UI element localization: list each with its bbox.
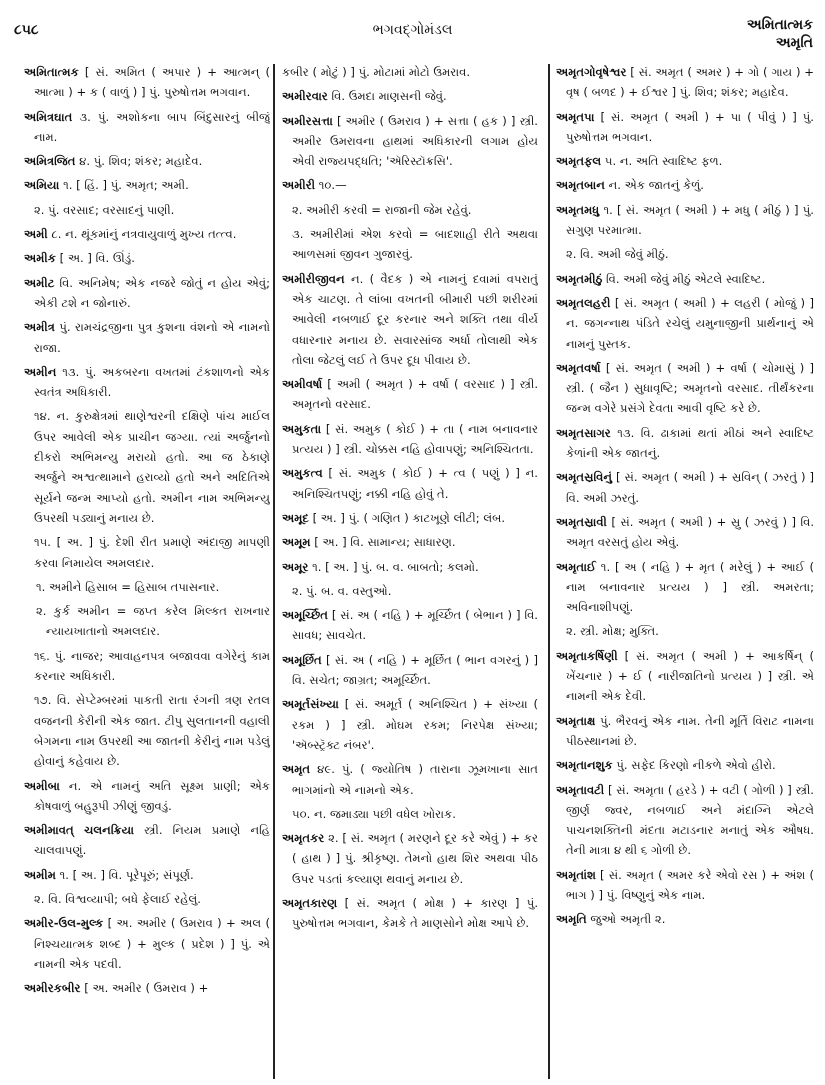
sub-definition: ૨. વિ. અમી જેવું મીઠું. [566,247,669,262]
dictionary-entry [24,248,270,268]
book-title: ભગવદ્ગોમંડલ [372,22,453,38]
entry-headword: અમીર-ઉલ-મુલ્ક [24,916,104,931]
entry-headword: અમિતાત્મક [24,65,79,79]
entry-definition: સ્ત્રી. નિયમ પ્રમાણે નહિ ચાલવાપણું. [34,823,270,858]
entry-headword: અમૃતમીઠું [556,271,603,286]
entry-definition: [ અમી ( અમૃત ) + વર્ષા ( વરસાદ ) ] સ્ત્રી. અમૃતનો વરસાદ. [292,377,538,412]
entry-definition: [ સં. અમુક ( કોઈ ) + ત્વ ( પણું ) ] ન. અનિશ્ચિતપણું; નક્કી નહિ હોવું તે. [292,466,538,501]
dictionary-entry [556,780,814,861]
entry-continuation: કબીર ( મોટું ) ] પું. મોટામાં મોટો ઉમરાવ. [282,65,471,79]
entry-definition: વિ. ઉમદા માણસની જેવું. [331,89,447,104]
entry-definition: વિ. અનિમેષ; એક નજરે જોતું ન હોય એવું; એકી ટશે ન જોનારું. [34,275,270,310]
entry-headword: અમૃત [282,762,311,777]
entry-headword: અમૃતાવટી [556,782,605,797]
dictionary-entry [282,557,538,577]
dictionary-entry [282,650,538,691]
entry-definition: [ સં. અમૃત ( અમી ) + સ્રવિન્ ( ઝરતું ) ] વિ. અમી ઝરતું. [566,470,814,505]
guide-words [747,16,813,52]
entry-definition: ૮. ન. થૂંકમાંનું નત્રવાયુવાળું મુખ્ય તત્ત્વ. [51,227,237,242]
entry-definition: ૪૯. પું. ( જ્યોતિષ ) તારાના ઝૂમખાના સાત ભાગમાંનો એ નામનો એક. [292,762,538,797]
column-divider [548,64,550,1079]
entry-headword: અમિયા [24,178,60,193]
entry-definition: [ સં. અમૃત ( અમી ) + પા ( પીવું ) ] પું. પુરુષોત્તમ ભગવાન. [566,109,814,144]
entry-headword: અમીરી [282,178,316,193]
entry-headword: અમૂમ [282,535,311,550]
entry-headword: અમીબા [24,778,60,793]
entry-headword: અમીટ [24,275,55,290]
sub-definition: ૩. અમીરીમાં એશ કરવો = બાદશાહી રીતે અથવા આળસમાં જીવન ગુજારવું. [292,227,538,262]
dictionary-entry [282,694,538,755]
entry-definition: [ અ. અમીર ( ઉમરાવ ) + [84,981,209,996]
entry-definition: ન. એક જાતનું કેળું. [608,178,704,193]
dictionary-entry [556,151,814,171]
entry-definition: [ સં. અમૃત ( અમી ) + વર્ષા ( ચોમાસું ) ] સ્ત્રી. ( જૈન ) સુધાવૃષ્ટિ; અમૃતનો વરસાદ. તીર્થંકરના જન્મ વગેરે પ્રસંગે દેવતા આવી વૃષ્ટિ કરે છે. [566,360,814,416]
entry-headword: અમૃતવર્ષા [556,360,601,375]
entry-headword: અમૃતપા [556,109,595,124]
usage-example: ૨. કુર્ક અમીન = જપ્ત કરેલ મિલ્કત રાખનાર ન્યાયખાતાનો અમલદાર. [36,604,270,639]
dictionary-entry [556,557,814,618]
sub-definition: ૨. વિ. વિશ્વવ્યાપી; બધે ફેલાઈ રહેલું. [34,891,201,906]
entry-headword: અમૃતાક્ષ [556,713,596,728]
dictionary-entry [556,909,814,929]
entry-headword: અમૂર્ચ્છિત [282,608,328,623]
dictionary-entry [24,978,270,998]
entry-headword: અમિત્રજિત [24,154,76,169]
dictionary-entry [556,467,814,508]
dictionary-entry [24,175,270,195]
dictionary-entry [556,358,814,419]
entry-definition: [ સં. અમૃત ( અમી ) + લહરી ( મોજું ) ] ન. જગન્નાથ પંડિતે રચેલું યમુનાજીની પ્રાર્થનાનું એ નામનું પુસ્તક. [566,295,814,351]
page-header [0,14,825,58]
entry-definition: [ સં. અમૃતા ( હરડે ) + વટી ( ગોળી ) ] સ્ત્રી. જીર્ણ જ્વર, નબળાઈ અને મંદાગ્નિ એટલે પાચનશક્તિની મંદતા મટાડનાર મનાતું એક ઔષધ. તેની માત્રા ૪ થી ૬ ગોળી છે. [566,782,814,858]
entry-definition: ૧૦.— [318,178,347,193]
entry-headword: અમૃતફલ [556,154,602,169]
dictionary-entry [556,755,814,775]
sub-definition: ૧૭. વિ. સેપ્ટેમ્બરમાં પાકતી રાતા રંગની ત્રણ રતલ વજનની કેરીની એક જાત. ટીપુ સુલતાનની વહાલી બેગમના નામ ઉપરથી આ જાતની કેરીનું નામ પડેલું હોવાનું કહેવાય છે. [34,693,270,769]
entry-headword: અમૃતસ્રાવી [556,514,607,529]
dictionary-entry [556,646,814,707]
entry-headword: અમૃતગોવૃષેશ્વર [556,65,627,79]
entry-headword: અમીમ [24,867,56,882]
dictionary-entry [24,62,270,103]
entry-definition: ૧. [ અ ( નહિ ) + મૃત ( મરેલું ) + આઈ ( નામ બનાવનાર પ્રત્યય ) ] સ્ત્રી. અમરતા; અવિનાશીપણું. [566,559,814,615]
sub-definition: ૧૫. [ અ. ] પું. દેશી રીત પ્રમાણે અંદાજી માપણી કરવા નિમાયેલ અમલદાર. [34,535,270,570]
entry-definition: ૧૩. પું. અકબરના વખતમાં ટંકશાળનો એક સ્વતંત્ર અધિકારી. [34,364,270,400]
dictionary-entry [24,820,270,861]
entry-headword: અમૂર્છિત [282,652,322,667]
entry-headword: અમીરવાર [282,89,328,104]
sub-definition: ૧૬. પું. નાજર; આવાહનપત્ર બજાવવા વગેરેનું કામ કરનાર અધિકારી. [34,648,270,684]
entry-definition: પું. ભૈરવનું એક નામ. તેની મૂર્તિ વિરાટ નામના પીઠસ્થાનમાં છે. [566,713,814,748]
entry-headword: અમીત્ર [24,320,55,335]
dictionary-entry [24,362,270,403]
entry-definition: ૧. [ અ. ] વિ. પૂરેપૂરું; સંપૂર્ણ. [59,867,194,882]
entry-headword: અમૂર્તસંખ્યા [282,697,339,712]
dictionary-entry [282,759,538,800]
sub-definition: ૨. સ્ત્રી. મોક્ષ; મુક્તિ. [566,624,659,639]
dictionary-entry [556,865,814,906]
entry-headword: અમીરીજીવન [282,271,345,286]
dictionary-entry [556,200,814,241]
entry-headword: અમૃતસાગર [556,425,611,440]
dictionary-column-1 [24,62,270,1079]
entry-headword: અમૂદ [282,510,309,525]
entry-headword: અમૃતાકર્ષિણી [556,648,618,663]
dictionary-entry [24,865,270,885]
dictionary-entry [556,269,814,289]
dictionary-entry [556,512,814,553]
entry-definition: [ સં. અમૂર્ત ( અનિશ્ચિત ) + સંખ્યા ( રકમ ) ] સ્ત્રી. મોઘમ રકમ; નિરપેક્ષ સંખ્યા; 'ઍબ્સ્ટ્રૅક્ટ નંબર'. [292,697,538,752]
dictionary-entry [282,893,538,934]
dictionary-entry [556,423,814,464]
dictionary-entry [24,107,270,148]
entry-headword: અમૃતકર [282,831,325,846]
dictionary-entry [282,86,538,106]
entry-definition: [ સં. અમૃત ( અમર ) + ગો ( ગાય ) + વૃષ ( બળદ ) + ઈશ્વર ] પું. શિવ; શંકર; મહાદેવ. [566,65,814,100]
dictionary-entry [556,293,814,354]
entry-definition: પું. રામચંદ્રજીના પુત્ર કુશના વંશનો એ નામનો રાજા. [34,320,270,355]
dictionary-column-2 [282,62,538,1079]
entry-headword: અમીવર્ષા [282,377,323,392]
entry-headword: અમુકતા [282,421,322,436]
entry-definition: ૫. ન. અતિ સ્વાદિષ્ટ ફળ. [604,154,723,169]
dictionary-entry [282,828,538,889]
entry-headword: અમૃતાનશુક [556,758,613,773]
entry-definition: વિ. અમી જેવું મીઠું એટલે સ્વાદિષ્ટ. [606,271,766,286]
dictionary-column-3 [556,62,814,1079]
entry-headword: અમી [24,227,48,242]
entry-headword: અમીમાવત્ ચલનક્રિયા [24,823,134,838]
entry-headword: અમીરકબીર [24,981,81,996]
entry-definition: [ સં. અ ( નહિ ) + મૂર્ચ્છિત ( બેભાન ) ] વિ. સાવધ; સાવચેત. [292,608,538,643]
dictionary-entry [556,107,814,148]
entry-definition: ન. એ નામનું અતિ સૂક્ષ્મ પ્રાણી; એક કોષવાળું બહુરૂપી ઝીણું જીવડું. [34,778,270,813]
entry-headword: અમૃતલહરી [556,295,611,310]
entry-headword: અમૃતાઈ [556,559,596,574]
entry-definition: [ અ. ] પું. ( ગણિત ) કાટખૂણે લીટી; લંબ. [312,510,506,525]
entry-headword: અમીક [24,251,56,266]
guide-word-last: અમૃતિ [775,35,813,51]
entry-definition: [ સં. અમૃત ( મોક્ષ ) + કારણ ] પું. પુરુષોત્તમ ભગવાન, કેમકે તે માણસોને મોક્ષ આપે છે. [292,895,538,931]
dictionary-entry [282,419,538,460]
entry-definition: જુઓ અમૃતી ૨. [590,912,666,927]
entry-headword: અમુકત્વ [282,466,323,481]
sub-definition: ૧૪. ન. કુરુક્ષેત્રમાં થાણેશ્વરની દક્ષિણે પાંચ માઈલ ઉપર આવેલી એક પ્રાચીન જગ્યા. ત્યાં અર્જુનનો દીકરો અભિમન્યુ મરાયો હતો. આ જ ઠેકાણે અર્જુને અશ્વત્થામાને હરાવ્યો હતો અને અદિતિએ સૂર્યને જન્મ આપ્યો હતો. અમીન નામ અભિમન્યુ ઉપરથી પડ્યાનું મનાય છે. [34,409,270,525]
entry-definition: ૨. [ સં. અમૃત ( મરણને દૂર કરે એવું ) + કર ( હાથ ) ] પું. શ્રીકૃષ્ણ. તેમનો હાથ શિર અથવા પીઠ ઉપર પડતાં કલ્યાણ થવાનું મનાય છે. [292,831,538,886]
entry-headword: અમૃતકારણ [282,895,338,910]
dictionary-entry [24,273,270,314]
dictionary-entry [282,605,538,646]
dictionary-entry [24,776,270,817]
entry-definition: [ સં. અ ( નહિ ) + મૂર્છિત ( ભાન વગરનું ) ] વિ. સચેત; જાગ્રત; અમૂર્ચ્છિત. [292,652,538,688]
dictionary-entry [24,317,270,358]
dictionary-entry [24,913,270,974]
dictionary-entry [282,374,538,415]
entry-definition: [ સં. અમિત ( અપાર ) + આત્મન્ ( આત્મા ) + ક ( વાળું ) ] પું. પુરુષોત્તમ ભગવાન. [34,65,270,100]
dictionary-entry [282,508,538,528]
dictionary-entry [282,463,538,504]
dictionary-entry [556,711,814,752]
dictionary-entry [282,269,538,370]
dictionary-entry [556,175,814,195]
guide-word-first: અમિતાત્મક [746,17,813,33]
entry-definition: ૩. પું. અશોકના બાપ બિંદુસારનું બીજું નામ. [34,109,270,144]
entry-definition: ૪. પું. શિવ; શંકર; મહાદેવ. [79,154,203,169]
sub-definition: ૨. અમીરી કરવી = રાજાની જેમ રહેવું. [292,202,472,217]
usage-example: ૧. અમીને હિસાબ = હિસાબ તપાસનાર. [36,579,220,594]
dictionary-entry [24,224,270,244]
entry-definition: [ સં. અમૃત ( અમર કરે એવો રસ ) + અંશ ( ભાગ ) ] પું. વિષ્ણુનું એક નામ. [566,867,814,902]
entry-definition: ૧. [ અ. ] પું. બ. વ. બાબતો; કલમો. [312,559,479,574]
entry-headword: અમૃતાંશ [556,867,596,882]
sub-definition: ૨. પું. વરસાદ; વરસાદનું પાણી. [34,202,175,217]
entry-headword: અમૂર [282,559,309,574]
entry-definition: [ અમીર ( ઉમરાવ ) + સત્તા ( હક ) ] સ્ત્રી. અમીર ઉમરાવના હાથમાં અધિકારની લગામ હોય એવી રાજ્યપદ્ધતિ; 'ઍરિસ્ટૉક્રસિ'. [292,113,538,169]
entry-headword: અમિત્રઘાત [24,109,73,124]
entry-headword: અમૃતબાન [556,178,605,193]
entry-headword: અમૃતસ્રવિનું [556,470,612,485]
entry-definition: [ સં. અમૃત ( અમી ) + આકર્ષિન્ ( ખેંચનાર ) + ઈ ( નારીજાતિનો પ્રત્યય ) ] સ્ત્રી. એ નામની એક દેવી. [566,648,814,704]
dictionary-entry [282,175,538,195]
entry-definition: [ અ. અમીર ( ઉમરાવ ) + અલ ( નિશ્ચયાત્મક શબ્દ ) + મુલ્ક ( પ્રદેશ ) ] પું. એ નામની એક પદવી. [34,916,270,971]
dictionary-entry [24,151,270,171]
entry-definition: ૧૩. વિ. ઢાકામાં થતાં મીઠાં અને સ્વાદિષ્ટ કેળાંની એક જાતનું. [566,425,814,461]
entry-headword: અમૃતિ [556,912,587,927]
entry-definition: ૧. [ સં. અમૃત ( અમી ) + મધુ ( મીઠું ) ] પું. સગુણ પરમાત્મા. [566,202,814,238]
entry-definition: [ સં. અમુક ( કોઈ ) + તા ( નામ બનાવનાર પ્રત્યય ) ] સ્ત્રી. ચોક્કસ નહિ હોવાપણું; અનિશ્ચિતતા. [292,421,538,457]
page-number: ૮૫૮ [14,22,39,38]
dictionary-entry [282,111,538,172]
entry-definition: ન. ( વૈદક ) એ નામનું દવામાં વપરાતું એક ચાટણ. તે લાંબા વખતની બીમારી પછી શરીરમાં આવેલી નબળાઈ દૂર કરનાર અને શક્તિ તથા વીર્ય વધારનાર મનાય છે. સવારસાંજ અર્ધા તોલાથી એક તોલા જેટલું લઈ તે ઉપર દૂધ પીવાય છે. [292,271,538,367]
entry-definition: ૧. [ હિં. ] પું. અમૃત; અમી. [63,178,189,193]
entry-definition: [ અ. ] વિ. સામાન્ય; સાધારણ. [314,535,456,550]
entry-headword: અમીરસત્તા [282,113,333,128]
column-divider [273,64,275,1079]
dictionary-entry [282,532,538,552]
sub-definition: ૨. પું. બ. વ. વસ્તુઓ. [292,583,392,598]
entry-definition: પું. સફેદ કિરણો નીકળે એવો હીરો. [616,758,776,773]
entry-headword: અમૃતમધુ [556,202,600,217]
sub-definition: ૫૦. ન. જમાડ્યા પછી વધેલ ખોરાક. [292,806,456,821]
entry-headword: અમીન [24,364,57,379]
entry-definition: [ અ. ] વિ. ઊંડું. [59,251,135,266]
entry-definition: [ સં. અમૃત ( અમી ) + સ્રુ ( ઝરવું ) ] વિ. અમૃત વરસતું હોય એવું. [566,514,814,550]
dictionary-entry [556,62,814,103]
